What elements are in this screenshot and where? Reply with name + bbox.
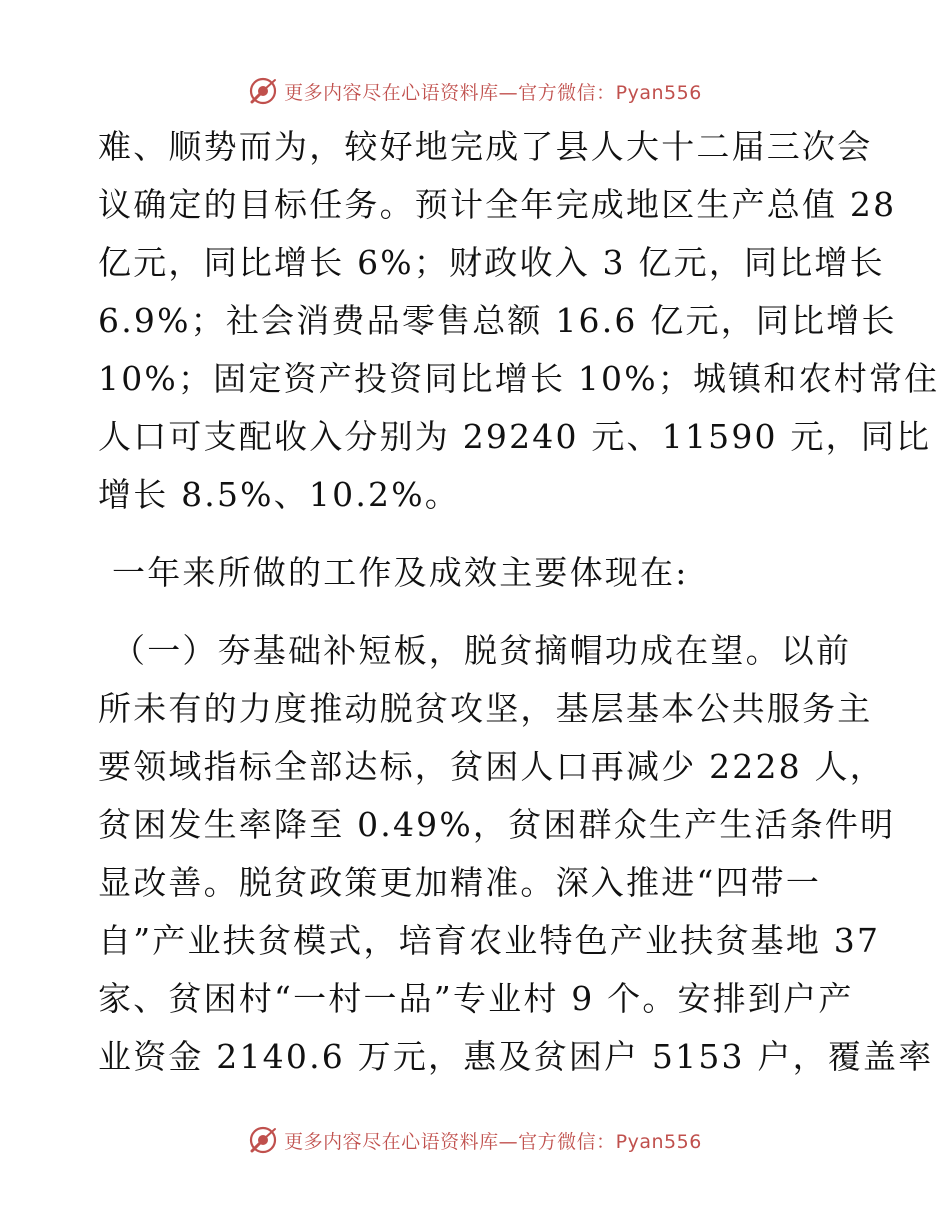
text-line: 6.9%；社会消费品零售总额 16.6 亿元，同比增长 (98, 301, 897, 340)
paragraph (98, 622, 934, 1086)
pen-circle-logo-icon (248, 1125, 278, 1155)
text-line: 人口可支配收入分别为 29240 元、11590 元，同比 (98, 417, 932, 456)
text-line: 贫困发生率降至 0.49%，贫困群众生产生活条件明 (98, 805, 896, 844)
paragraph (98, 118, 940, 524)
text-line: 显改善。脱贫政策更加精准。深入推进“四带一 (98, 863, 822, 902)
text-line: 增长 8.5%、10.2%。 (98, 475, 460, 514)
text-line: （一）夯基础补短板，脱贫摘帽功成在望。以前 (112, 631, 852, 670)
text-line: 10%；固定资产投资同比增长 10%；城镇和农村常住 (98, 359, 940, 398)
document-body (98, 118, 940, 1086)
text-line: 议确定的目标任务。预计全年完成地区生产总值 28 (98, 185, 897, 224)
text-line: 家、贫困村“一村一品”专业村 9 个。安排到户产 (98, 979, 854, 1018)
text-line: 难、顺势而为，较好地完成了县人大十二届三次会 (98, 127, 873, 166)
text-line: 亿元，同比增长 6%；财政收入 3 亿元，同比增长 (98, 243, 885, 282)
pen-circle-logo-icon (248, 76, 278, 106)
watermark-text: 更多内容尽在心语资料库—官方微信：Pyan556 (284, 81, 702, 104)
paragraph (98, 544, 858, 602)
footer-watermark (0, 1123, 950, 1157)
section-intro: 一年来所做的工作及成效主要体现在: (112, 553, 689, 592)
header-watermark (0, 74, 950, 108)
text-line: 自”产业扶贫模式，培育农业特色产业扶贫基地 37 (98, 921, 881, 960)
watermark-text: 更多内容尽在心语资料库—官方微信：Pyan556 (284, 1130, 702, 1153)
text-line: 所未有的力度推动脱贫攻坚，基层基本公共服务主 (98, 689, 873, 728)
text-line: 要领域指标全部达标，贫困人口再减少 2228 人， (98, 747, 885, 786)
text-line: 业资金 2140.6 万元，惠及贫困户 5153 户，覆盖率 (98, 1037, 934, 1076)
